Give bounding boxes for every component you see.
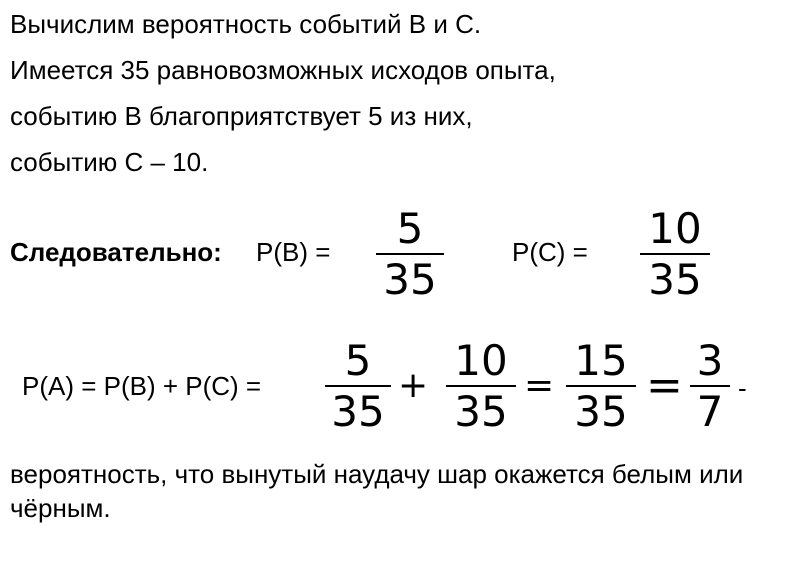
intro-line-3: событию В благоприятствует 5 из них, bbox=[10, 101, 473, 131]
sum-f3-denominator: 35 bbox=[574, 387, 628, 436]
pb-denominator: 35 bbox=[383, 255, 437, 304]
pb-label: P(B) = bbox=[256, 237, 331, 267]
pc-fraction bbox=[640, 204, 710, 304]
equals-sign-1: = bbox=[524, 365, 555, 406]
conclusion-line-1: вероятность, что вынутый наудачу шар окажется белым или bbox=[10, 459, 744, 489]
sum-f1-numerator: 5 bbox=[344, 336, 372, 385]
pc-denominator: 35 bbox=[648, 255, 702, 304]
sum-f2-denominator: 35 bbox=[454, 387, 508, 436]
intro-line-2: Имеется 35 равновозможных исходов опыта, bbox=[10, 55, 556, 85]
intro-line-4: событию С – 10. bbox=[10, 147, 209, 177]
sum-fraction-4 bbox=[690, 336, 730, 436]
sum-f4-numerator: 3 bbox=[696, 336, 724, 385]
pc-label: P(C) = bbox=[512, 237, 588, 267]
sum-fraction-2 bbox=[446, 336, 516, 436]
sum-f4-denominator: 7 bbox=[696, 387, 724, 436]
sum-f1-denominator: 35 bbox=[331, 387, 385, 436]
therefore-label: Следовательно: bbox=[10, 237, 222, 267]
pc-numerator: 10 bbox=[648, 204, 702, 253]
sum-f3-numerator: 15 bbox=[574, 336, 628, 385]
sum-fraction-1 bbox=[325, 336, 391, 436]
intro-line-1: Вычислим вероятность событий В и С. bbox=[10, 9, 482, 39]
sum-f2-numerator: 10 bbox=[454, 336, 508, 385]
equals-sign-2: = bbox=[646, 360, 683, 411]
sum-fraction-3 bbox=[566, 336, 636, 436]
trailing-dash: - bbox=[738, 373, 747, 403]
pb-numerator: 5 bbox=[396, 204, 424, 253]
pb-fraction bbox=[376, 204, 444, 304]
plus-sign: + bbox=[398, 365, 429, 406]
conclusion-line-2: чёрным. bbox=[10, 493, 111, 523]
sum-lhs: P(A) = P(B) + P(C) = bbox=[22, 371, 262, 401]
